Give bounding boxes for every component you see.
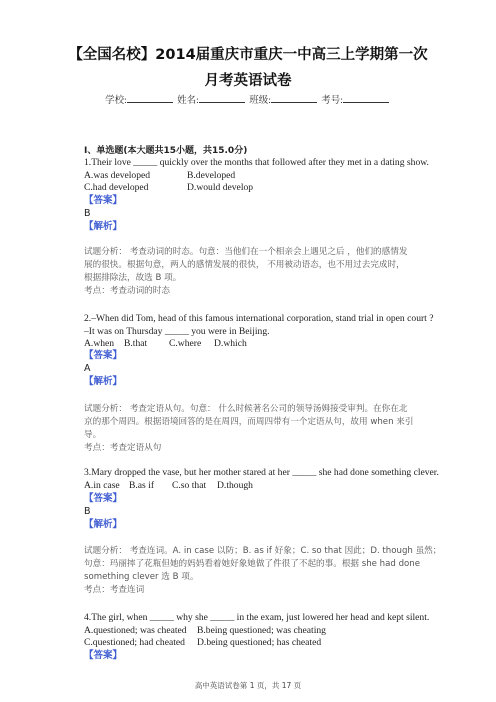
number-label: 考号: — [321, 96, 343, 106]
q3-options-row — [84, 480, 253, 492]
number-blank — [343, 93, 389, 103]
section-title: I、单选题(本大题共15小题，共15.0分) — [84, 146, 248, 156]
q3-stem: 3.Mary dropped the vase, but her mother stared at her _____ she had done something clever. — [84, 467, 439, 478]
q2-options-row — [84, 338, 247, 350]
q1-option-a: A.was developed — [84, 170, 151, 181]
q1-answer: B — [84, 208, 91, 219]
q2-option-b: B.that — [124, 338, 148, 349]
q2-option-d: D.which — [214, 338, 247, 349]
q1-option-c: C.had developed — [84, 182, 149, 193]
class-blank — [271, 93, 317, 103]
q2-answer-tag: 【答案】 — [84, 350, 123, 361]
q4-option-b: B.being questioned; was cheating — [197, 625, 326, 636]
q3-answer-tag: 【答案】 — [84, 493, 123, 504]
q2-answer: A — [84, 363, 91, 374]
q4-option-d: D.being questioned; has cheated — [197, 637, 322, 648]
q4-answer-tag: 【答案】 — [84, 650, 123, 661]
q2-option-a: A.when — [84, 338, 115, 349]
class-label: 班级: — [249, 96, 271, 106]
q4-option-c: C.questioned; had cheated — [84, 637, 185, 648]
q1-analysis-line1: 试题分析： 考查动词的时态。句意：当他们在一个相亲会上遇见之后 ，他们的感情发 — [84, 247, 408, 257]
q1-analysis-line3: 根据排除法，故选 B 项。 — [84, 273, 182, 283]
student-info-row — [0, 92, 496, 106]
q3-analysis-line3: something clever 选 B 项。 — [84, 572, 199, 582]
name-label: 姓名: — [177, 96, 199, 106]
q1-analysis-tag: 【解析】 — [84, 221, 123, 232]
q3-option-a: A.in case — [84, 480, 120, 491]
q4-options-row1 — [84, 625, 326, 637]
q4-stem: 4.The girl, when _____ why she _____ in the exam, just lowered her head and kept silent. — [84, 612, 430, 623]
q2-analysis-tag: 【解析】 — [84, 376, 123, 387]
q3-option-d: D.though — [217, 480, 253, 491]
q3-analysis-tag: 【解析】 — [84, 519, 123, 530]
q1-answer-tag: 【答案】 — [84, 195, 123, 206]
document-title-line1: 【全国名校】2014届重庆市重庆一中高三上学期第一次 — [68, 47, 428, 63]
school-blank — [127, 93, 173, 103]
page-footer: 高中英语试卷第 1 页，共 17 页 — [194, 681, 302, 690]
q3-answer: B — [84, 506, 91, 517]
q2-analysis-line1: 试题分析： 考查定语从句。句意： 什么时候著名公司的领导汤姆接受审判。在你在北 — [84, 404, 408, 414]
q1-stem: 1.Their love _____ quickly over the months that followed after they met in a dating show. — [84, 157, 429, 168]
q3-analysis-line1: 试题分析： 考查连词。A. in case 以防；B. as if 好象；C. so that 因此；D. though 虽然； — [84, 546, 442, 556]
document-title-line2: 月考英语试卷 — [204, 73, 292, 89]
q1-option-b: B.developed — [187, 170, 236, 181]
q1-option-d: D.would develop — [187, 182, 254, 193]
name-blank — [199, 93, 245, 103]
q1-options-row1 — [84, 170, 236, 182]
q2-stem-line1: 2.–When did Tom, head of this famous international corporation, stand trial in open court ? — [84, 313, 434, 324]
q1-point: 考点：考查动词的时态 — [84, 286, 170, 296]
school-label: 学校: — [105, 96, 127, 106]
q2-option-c: C.where — [169, 338, 202, 349]
q3-option-b: B.as if — [129, 480, 155, 491]
q2-analysis-line2: 京的那个周四。根据语境回答的是在周四，而周四带有一个定语从句，故用 when 来引 — [84, 417, 414, 427]
q2-stem-line2: –It was on Thursday _____ you were in Beijing. — [84, 326, 270, 337]
q1-analysis-line2: 展的很快。根据句意，两人的感情发展的很快， 不用被动语态，也不用过去完成时， — [84, 260, 405, 270]
q4-option-a: A.questioned; was cheated — [84, 625, 187, 636]
q3-analysis-line2: 句意：玛丽摔了花瓶但她的妈妈看着她好象她做了件很了不起的事。根据 she had done — [84, 559, 421, 569]
q3-point: 考点：考查连词 — [84, 585, 145, 595]
q4-options-row2 — [84, 637, 322, 649]
q1-options-row2 — [84, 182, 254, 194]
q3-option-c: C.so that — [172, 480, 207, 491]
q2-analysis-line3: 导。 — [84, 430, 102, 440]
q2-point: 考点：考查定语从句 — [84, 443, 162, 453]
